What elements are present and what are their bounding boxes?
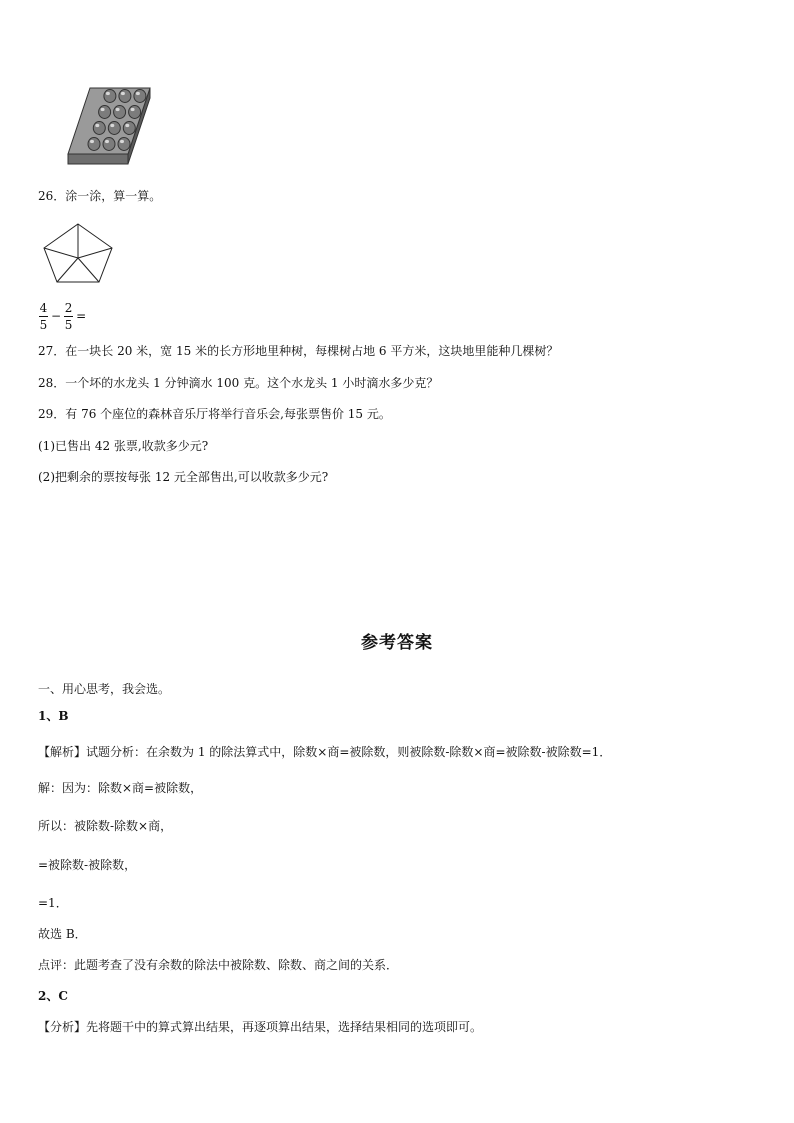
egg-highlight bbox=[106, 92, 110, 95]
egg-highlight bbox=[101, 108, 105, 111]
egg bbox=[123, 122, 135, 135]
egg-highlight bbox=[131, 108, 135, 111]
egg-highlight bbox=[105, 140, 109, 143]
fraction-a bbox=[39, 301, 48, 332]
egg-highlight bbox=[116, 108, 120, 111]
answer-1-analysis: 【解析】试题分析：在余数为 1 的除法算式中，除数×商=被除数，则被除数-除数×商=被除数-被除数=1． bbox=[38, 745, 612, 759]
pentagon-figure bbox=[40, 220, 116, 286]
answer-1-solution-line-2: 所以：被除数-除数×商， bbox=[38, 819, 173, 833]
egg bbox=[93, 122, 105, 135]
fraction-b-numerator: 2 bbox=[64, 300, 73, 315]
question-29: 29．有 76 个座位的森林音乐厅将举行音乐会,每张票售价 15 元。 bbox=[38, 407, 391, 421]
fraction-a-denominator: 5 bbox=[39, 317, 48, 332]
egg-highlight bbox=[120, 140, 124, 143]
answer-1: 1、B bbox=[38, 709, 69, 723]
answers-section-1: 一、用心思考，我会选。 bbox=[38, 682, 171, 696]
egg-highlight bbox=[95, 124, 99, 127]
egg bbox=[103, 138, 115, 151]
answer-2-analysis: 【分析】先将题干中的算式算出结果，再逐项算出结果，选择结果相同的选项即可。 bbox=[38, 1020, 483, 1034]
egg-highlight bbox=[136, 92, 140, 95]
egg bbox=[129, 106, 141, 119]
egg-highlight bbox=[121, 92, 125, 95]
egg bbox=[99, 106, 111, 119]
equals-sign: = bbox=[76, 309, 87, 323]
egg bbox=[118, 138, 130, 151]
egg-highlight bbox=[90, 140, 94, 143]
egg bbox=[134, 90, 146, 103]
minus-sign: − bbox=[51, 309, 62, 323]
fraction-a-numerator: 4 bbox=[39, 300, 48, 315]
fraction-b-denominator: 5 bbox=[64, 317, 73, 332]
egg bbox=[104, 90, 116, 103]
answer-2: 2、C bbox=[38, 989, 68, 1003]
answer-1-solution-line-3: =被除数-被除数， bbox=[38, 858, 137, 872]
egg bbox=[108, 122, 120, 135]
fraction-expression bbox=[38, 296, 88, 336]
question-28: 28．一个坏的水龙头 1 分钟滴水 100 克。这个水龙头 1 小时滴水多少克？ bbox=[38, 376, 439, 390]
answer-1-solution-line-1: 解：因为：除数×商=被除数， bbox=[38, 781, 203, 795]
fraction-b bbox=[64, 301, 73, 332]
egg bbox=[114, 106, 126, 119]
question-29-part-1: (1)已售出 42 张票,收款多少元? bbox=[38, 439, 209, 453]
egg-highlight bbox=[125, 124, 129, 127]
egg bbox=[119, 90, 131, 103]
answers-title: 参考答案 bbox=[361, 633, 433, 653]
egg-highlight bbox=[110, 124, 114, 127]
question-27: 27．在一块长 20 米，宽 15 米的长方形地里种树，每棵树占地 6 平方米，这块地里能种几棵树？ bbox=[38, 344, 559, 358]
egg bbox=[88, 138, 100, 151]
question-29-part-2: (2)把剩余的票按每张 12 元全部售出,可以收款多少元? bbox=[38, 470, 329, 484]
question-26: 26．涂一涂，算一算。 bbox=[38, 189, 162, 203]
egg-tray-illustration bbox=[64, 80, 164, 172]
answer-1-comment: 点评：此题考查了没有余数的除法中被除数、除数、商之间的关系． bbox=[38, 958, 399, 972]
answer-1-solution-line-4: =1． bbox=[38, 896, 68, 910]
answer-1-solution-line-5: 故选 B． bbox=[38, 927, 87, 941]
